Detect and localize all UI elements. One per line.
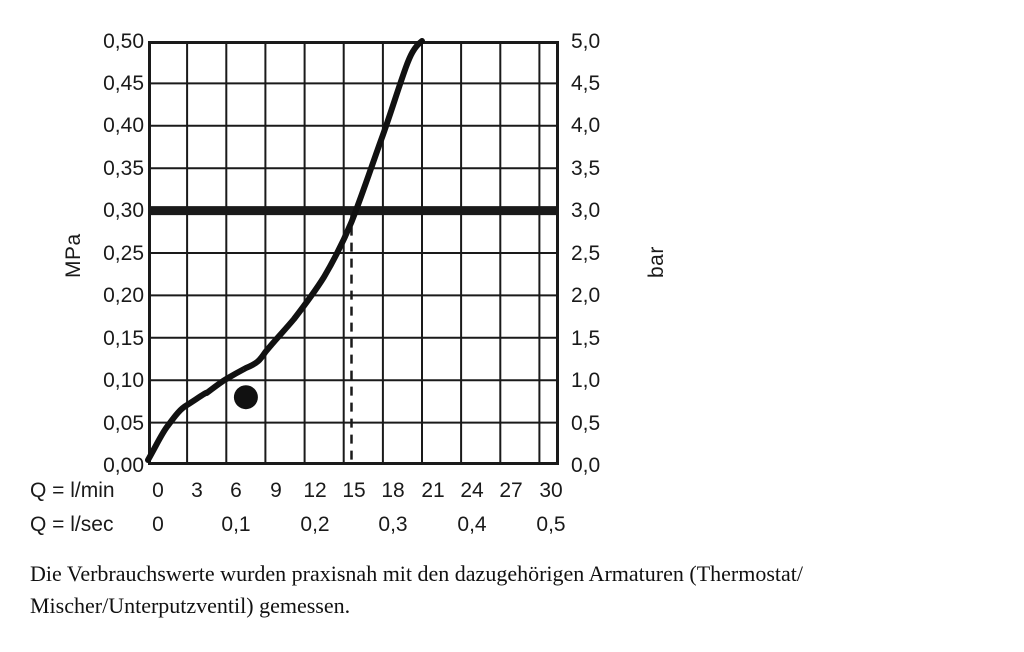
pressure-loss-curve: [148, 41, 422, 460]
x-tick-lmin: 0: [152, 479, 164, 502]
y-tick-left: 0,00: [103, 454, 144, 477]
chart-caption: [30, 558, 980, 622]
y-tick-left: 0,15: [103, 327, 144, 350]
y-tick-right: 3,0: [571, 199, 601, 222]
y-tick-left: 0,30: [103, 199, 144, 222]
x-tick-lmin: 15: [342, 479, 366, 502]
y-tick-right: 1,0: [571, 369, 601, 392]
y-tick-right: 1,5: [571, 327, 601, 350]
y-tick-left: 0,25: [103, 242, 144, 265]
x-tick-lmin: 27: [499, 479, 523, 502]
operating-point-marker: [234, 385, 258, 409]
x-tick-lsec: 0,2: [300, 513, 330, 536]
y-tick-left: 0,05: [103, 412, 144, 435]
x-tick-lsec: 0,3: [378, 513, 408, 536]
y-tick-right: 5,0: [571, 30, 601, 53]
plot-area-wrapper: [148, 41, 559, 465]
x-axis-row-lsec: [30, 512, 630, 538]
y-tick-left: 0,50: [103, 30, 144, 53]
y-tick-left: 0,20: [103, 284, 144, 307]
x-tick-lmin: 24: [460, 479, 484, 502]
horizontal-gridlines: [148, 83, 559, 422]
y-axis-left-labels: [74, 30, 144, 477]
caption-line-2: Mischer/Unterputzventil) gemessen.: [30, 593, 351, 618]
y-tick-left: 0,40: [103, 114, 144, 137]
y-tick-right: 3,5: [571, 157, 601, 180]
y-tick-left: 0,45: [103, 72, 144, 95]
y-tick-right: 4,5: [571, 72, 601, 95]
plot-graphics: [148, 41, 559, 465]
y-tick-left: 0,35: [103, 157, 144, 180]
x-tick-lsec: 0,1: [221, 513, 251, 536]
y-tick-left: 0,10: [103, 369, 144, 392]
y-tick-right: 0,0: [571, 454, 601, 477]
x-tick-lmin: 6: [230, 479, 242, 502]
y-tick-right: 4,0: [571, 114, 601, 137]
x-axis-row-lmin: [30, 478, 630, 504]
x-tick-lmin: 12: [303, 479, 327, 502]
y-axis-title-bar: bar: [645, 246, 668, 278]
y-axis-right-labels: [571, 30, 641, 477]
x-tick-lsec: 0: [152, 513, 164, 536]
x-tick-lsec: 0,5: [536, 513, 566, 536]
x-tick-lsec: 0,4: [457, 513, 487, 536]
y-axis-title-mpa: MPa: [62, 233, 85, 278]
x-tick-lmin: 30: [539, 479, 563, 502]
y-tick-right: 0,5: [571, 412, 601, 435]
y-tick-right: 2,0: [571, 284, 601, 307]
x-axis-row-lsec-label: Q = l/sec: [30, 513, 114, 536]
caption-line-1: Die Verbrauchswerte wurden praxisnah mit den dazugehörigen Armaturen (Thermostat/: [30, 561, 803, 586]
y-tick-right: 2,5: [571, 242, 601, 265]
x-tick-lmin: 18: [381, 479, 405, 502]
x-tick-lmin: 21: [421, 479, 445, 502]
x-tick-lmin: 3: [191, 479, 203, 502]
x-tick-lmin: 9: [270, 479, 282, 502]
x-axis-row-lmin-label: Q = l/min: [30, 479, 115, 502]
